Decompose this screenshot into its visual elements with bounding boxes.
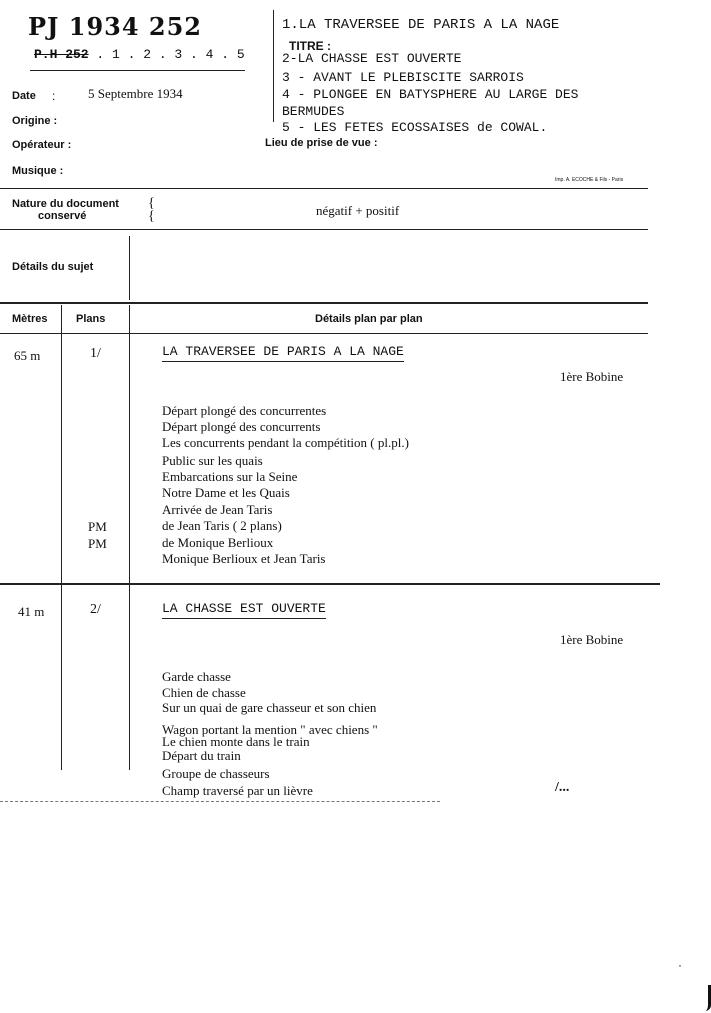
shot-2-8: Champ traversé par un lièvre: [162, 783, 313, 798]
title-2: 2-LA CHASSE EST OUVERTE: [282, 51, 462, 66]
shot-2-1: Garde chasse: [162, 669, 231, 684]
rule-table-header-bottom: [0, 333, 648, 334]
shot-1-5: Embarcations sur la Seine: [162, 469, 298, 484]
shot-1-6: Notre Dame et les Quais: [162, 485, 290, 500]
shot-1-9: de Monique Berlioux: [162, 535, 274, 550]
col-divider-1: [61, 305, 62, 770]
section-1-plan: 1/: [90, 346, 101, 361]
rule-table-top: [0, 302, 648, 304]
shot-2-5: Le chien monte dans le train: [162, 734, 310, 749]
title-3: 3 - AVANT LE PLEBISCITE SARROIS: [282, 70, 524, 85]
shot-1-4: Public sur les quais: [162, 453, 263, 468]
title-1: 1.LA TRAVERSEE DE PARIS A LA NAGE: [282, 17, 560, 33]
section-1-metres: 65 m: [14, 348, 41, 363]
col-plans-header: Plans: [76, 313, 106, 325]
shot-1-10: Monique Berlioux et Jean Taris: [162, 551, 326, 566]
shot-2-2: Chien de chasse: [162, 685, 246, 700]
scan-edge-mark: [700, 985, 711, 1011]
rule-bottom-faint: [0, 801, 440, 802]
col-details-header: Détails plan par plan: [315, 313, 423, 325]
shot-1-3: Les concurrents pendant la compétition ( pl.pl.): [162, 435, 409, 450]
subject-numbers: . 1 . 2 . 3 . 4 . 5: [96, 47, 245, 62]
title-box-border: [273, 10, 274, 122]
shot-2-4: Wagon portant la mention " avec chiens ": [162, 722, 378, 737]
handwritten-reference: PJ 1934 252: [28, 12, 203, 41]
col-metres-header: Mètres: [12, 313, 48, 325]
section-2-title: LA CHASSE EST OUVERTE: [162, 601, 326, 619]
section-2-metres: 41 m: [18, 604, 45, 619]
lieu-label: Lieu de prise de vue :: [265, 137, 378, 149]
details-sujet-bracket: [129, 236, 130, 300]
shot-2-7: Groupe de chasseurs: [162, 766, 270, 781]
rule-section-divider: [0, 583, 660, 585]
ref-underline: [30, 70, 245, 71]
printer-mark: Imp. A. ECOCHE & Fils - Paris: [555, 177, 624, 183]
title-4-cont: BERMUDES: [282, 104, 345, 119]
nature-brace: {: [148, 196, 155, 211]
details-sujet-label: Détails du sujet: [12, 261, 94, 273]
rule-details-top: [0, 229, 648, 230]
section-2-bobine: 1ère Bobine: [560, 632, 624, 647]
shot-1-2: Départ plongé des concurrents: [162, 419, 321, 434]
title-4: 4 - PLONGEE EN BATYSPHERE AU LARGE DES: [282, 87, 579, 102]
date-label: Date: [12, 90, 36, 102]
date-value: 5 Septembre 1934: [88, 86, 183, 101]
shot-2-6: Départ du train: [162, 748, 241, 763]
scan-speck: ·: [678, 958, 682, 972]
shot-1-7: Arrivée de Jean Taris: [162, 502, 273, 517]
rule-nature-top: [0, 188, 648, 189]
nature-label-2: conservé: [38, 210, 87, 222]
shot-1-8-plan: PM: [88, 519, 107, 534]
section-1-bobine: 1ère Bobine: [560, 369, 624, 384]
struck-reference: P.H 252: [34, 47, 89, 62]
shot-1-8: de Jean Taris ( 2 plans): [162, 518, 282, 533]
nature-value: négatif + positif: [316, 203, 400, 218]
section-2-plan: 2/: [90, 602, 101, 617]
title-5: 5 - LES FETES ECOSSAISES de COWAL.: [282, 120, 548, 135]
musique-label: Musique :: [12, 165, 64, 177]
continuation-mark: /...: [555, 780, 570, 795]
reference-line: [34, 47, 245, 62]
shot-1-1: Départ plongé des concurrentes: [162, 403, 327, 418]
origine-label: Origine :: [12, 115, 58, 127]
shot-2-3: Sur un quai de gare chasseur et son chien: [162, 700, 377, 715]
titre-label: TITRE :: [289, 39, 331, 53]
section-1-title: LA TRAVERSEE DE PARIS A LA NAGE: [162, 344, 404, 362]
operateur-label: Opérateur :: [12, 139, 72, 151]
nature-label: Nature du document: [12, 198, 119, 210]
col-divider-2: [129, 305, 130, 770]
date-colon: :: [52, 89, 56, 103]
nature-brace-2: {: [148, 209, 155, 224]
shot-1-9-plan: PM: [88, 536, 107, 551]
